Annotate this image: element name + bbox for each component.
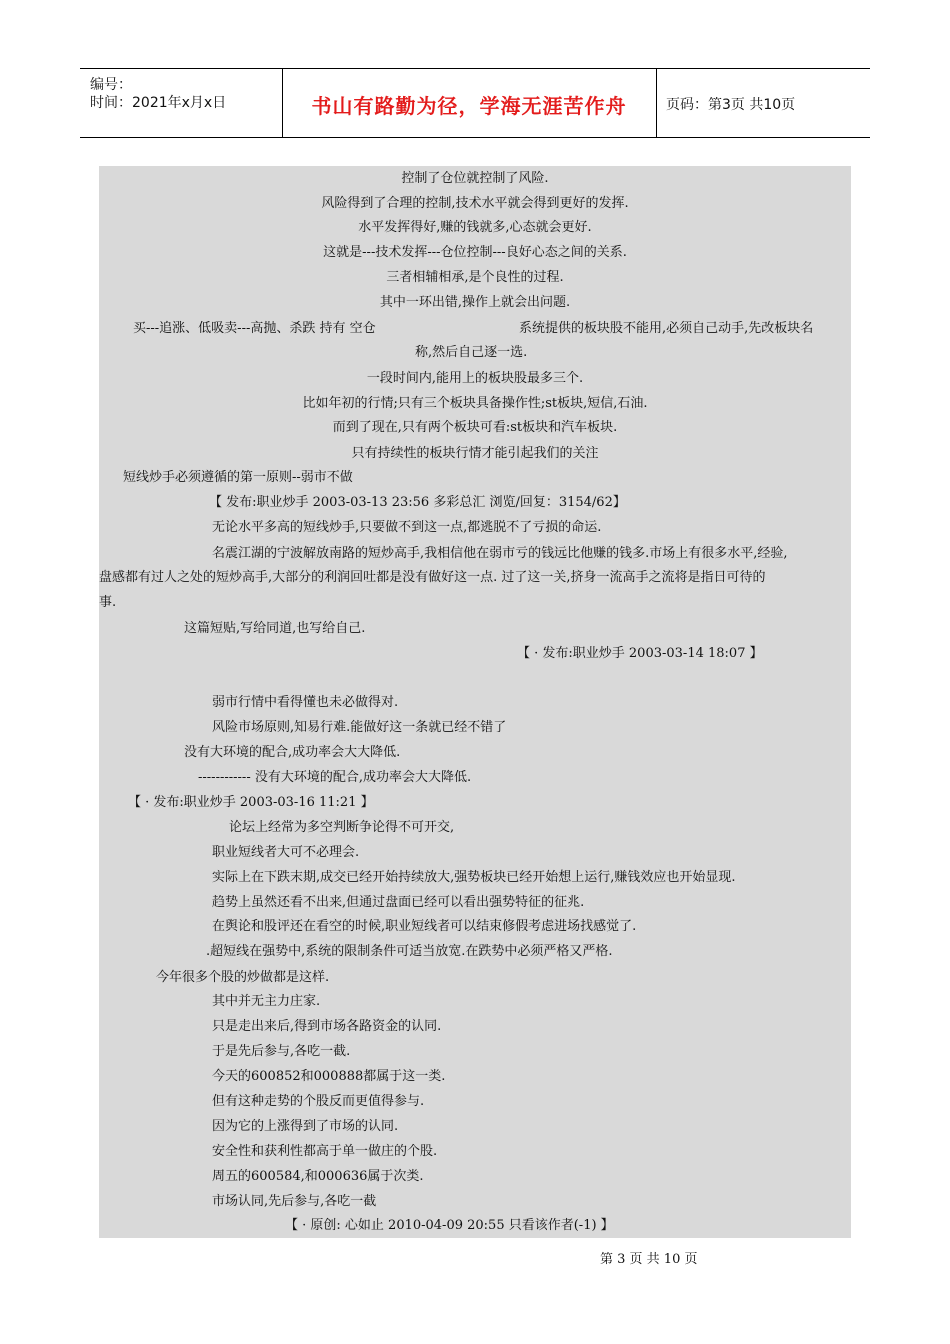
text-line: 三者相辅相承,是个良性的过程. [386,270,564,285]
post-meta: 【 发布:职业炒手 2003-03-13 23:56 多彩总汇 浏览/回复：3154/62】 [209,495,626,510]
serial-label: 编号： [90,77,132,93]
text-line: 这就是---技术发挥---仓位控制---良好心态之间的关系. [323,245,627,260]
text-line: 其中并无主力庄家. [212,994,321,1009]
page-header [80,68,870,138]
text-line: 系统提供的板块股不能用,必须自己动手,先改板块名 [519,321,814,336]
text-line: 弱市行情中看得懂也未必做得对. [212,695,399,710]
text-line: 只有持续性的板块行情才能引起我们的关注 [351,446,599,461]
motto: 书山有路勤为径，学海无涯苦作舟 [311,94,627,118]
text-line: 趋势上虽然还看不出来,但通过盘面已经可以看出强势特征的征兆. [212,895,585,910]
text-line: 在舆论和股评还在看空的时候,职业短线者可以结束修假考虑进场找感觉了. [212,919,637,934]
text-line: 控制了仓位就控制了风险. [401,171,549,186]
post-meta: 【 · 发布:职业炒手 2003-03-16 11:21 】 [128,795,374,810]
post-meta: 【 · 原创: 心如止 2010-04-09 20:55 只看该作者(-1) 】 [285,1218,614,1233]
text-line: 无论水平多高的短线炒手,只要做不到这一点,都逃脱不了亏损的命运. [212,520,602,535]
header-meta-cell [80,69,283,137]
text-line: 比如年初的行情;只有三个板块具备操作性;st板块,短信,石油. [302,396,648,411]
text-line: .超短线在强势中,系统的限制条件可适当放宽.在跌势中必须严格又严格. [206,944,613,959]
page-footer: 第 3 页 共 10 页 [600,1252,698,1267]
text-line: 名震江湖的宁波解放南路的短炒高手,我相信他在弱市亏的钱远比他赚的钱多.市场上有很多水平,经验, [212,546,788,561]
text-line: 今年很多个股的炒做都是这样. [156,970,330,985]
text-line: 周五的600584,和000636属于次类. [212,1169,424,1184]
text-line: 市场认同,先后参与,各吃一截 [212,1194,377,1209]
text-line: 而到了现在,只有两个板块可看:st板块和汽车板块. [332,420,618,435]
text-line: 今天的600852和000888都属于这一类. [212,1069,446,1084]
post-meta: 【 · 发布:职业炒手 2003-03-14 18:07 】 [517,646,763,661]
text-line: 事. [99,595,117,610]
section-title: 短线炒手必须遵循的第一原则--弱市不做 [123,470,353,485]
text-line: 职业短线者大可不必理会. [212,845,360,860]
text-line: 安全性和获利性都高于单一做庄的个股. [212,1144,438,1159]
text-line: 买---追涨、低吸卖---高抛、杀跌 持有 空仓 [133,321,376,336]
text-line: 没有大环境的配合,成功率会大大降低. [184,745,401,760]
text-line: 只是走出来后,得到市场各路资金的认同. [212,1019,442,1034]
text-line: ------------ 没有大环境的配合,成功率会大大降低. [198,770,472,785]
header-page-cell [656,69,870,137]
text-line: 实际上在下跌末期,成交已经开始持续放大,强势板块已经开始想上运行,赚钱效应也开始显现. [212,870,736,885]
time-label: 时间：2021年x月x日 [90,95,227,111]
text-line: 于是先后参与,各吃一截. [212,1044,351,1059]
content-area [99,166,851,1238]
text-line: 这篇短贴,写给同道,也写给自己. [184,621,366,636]
page-info: 页码：第3页 共10页 [666,97,796,113]
text-line: 水平发挥得好,赚的钱就多,心态就会更好. [358,220,592,235]
text-line: 风险得到了合理的控制,技术水平就会得到更好的发挥. [321,196,629,211]
text-line: 论坛上经常为多空判断争论得不可开交, [229,820,455,835]
text-line: 风险市场原则,知易行难.能做好这一条就已经不错了 [212,720,507,735]
text-line: 盘感都有过人之处的短炒高手,大部分的利润回吐都是没有做好这一点. 过了这一关,挤身一流高手之流将是指日可待的 [99,570,766,585]
text-line: 其中一环出错,操作上就会出问题. [379,295,571,310]
text-line: 因为它的上涨得到了市场的认同. [212,1119,399,1134]
text-line: 称,然后自己逐一选. [415,345,528,360]
text-line: 但有这种走势的个股反而更值得参与. [212,1094,425,1109]
header-motto-cell [282,69,657,137]
text-line: 一段时间内,能用上的板块股最多三个. [366,371,584,386]
